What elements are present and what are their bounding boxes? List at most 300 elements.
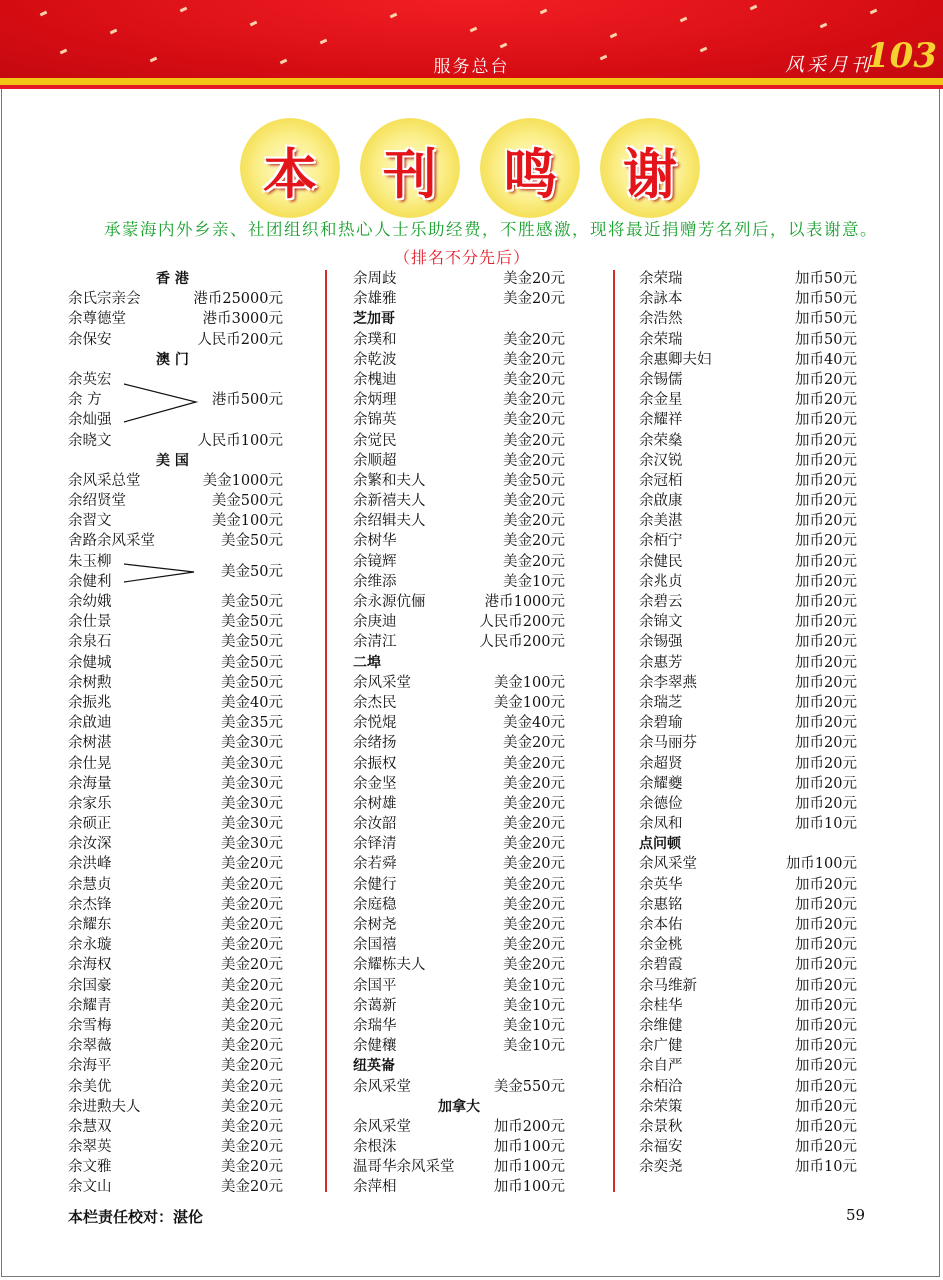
- donor-row: [68, 330, 283, 350]
- donation-amount: 加币20元: [795, 1017, 857, 1034]
- donor-name: 余保安: [68, 331, 112, 348]
- donor-row: [639, 673, 857, 693]
- donation-amount: 美金30元: [221, 735, 283, 752]
- donor-name: 余奕尧: [639, 1159, 683, 1176]
- header-stripe-red: [0, 85, 943, 89]
- donor-row: [353, 1077, 565, 1097]
- donation-amount: 美金20元: [503, 392, 565, 409]
- donation-amount: 加币20元: [795, 715, 857, 732]
- donor-row: [353, 935, 565, 955]
- donor-row: [353, 895, 565, 915]
- donor-name: 余 方: [68, 392, 102, 409]
- donor-name: 余幼娥: [68, 594, 112, 610]
- donation-amount: 美金100元: [493, 674, 565, 691]
- donor-name: 余永璇: [68, 937, 112, 954]
- donor-row: [68, 733, 283, 753]
- donor-name: 余景秋: [639, 1118, 683, 1135]
- donor-name: 余英宏: [68, 371, 112, 388]
- donor-name: 余汉锐: [639, 452, 683, 469]
- donation-amount: 美金20元: [503, 493, 565, 510]
- donor-row: [353, 350, 565, 370]
- donation-amount: 美金20元: [503, 937, 565, 954]
- donor-row: [639, 309, 857, 329]
- donor-name: 余绪扬: [353, 735, 397, 752]
- region-name: 纽英崙: [353, 1058, 395, 1075]
- donor-row: [68, 431, 283, 451]
- donor-row: [353, 794, 565, 814]
- donor-row: [639, 390, 857, 410]
- donor-name: 余清江: [353, 634, 397, 651]
- donation-amount: 加币20元: [795, 654, 857, 671]
- donor-name: 余树华: [353, 533, 397, 550]
- donation-amount: 加币20元: [795, 1139, 857, 1156]
- donor-row: [639, 996, 857, 1016]
- donor-name: 余国平: [353, 977, 397, 994]
- donor-name: 余杰民: [353, 694, 397, 711]
- donor-row: [353, 976, 565, 996]
- donor-row: [639, 976, 857, 996]
- group-bracket: [124, 380, 204, 428]
- title-char: 鸣: [480, 118, 580, 218]
- donor-name: 余碧瑜: [639, 715, 683, 732]
- donor-row: [353, 1177, 565, 1197]
- donation-amount: 加币20元: [795, 594, 857, 610]
- donor-name: 余马维新: [639, 977, 697, 994]
- donor-row: [639, 511, 857, 531]
- donor-name: 余耀东: [68, 917, 112, 933]
- donor-row: [639, 370, 857, 390]
- donor-row: [639, 854, 857, 874]
- donation-amount: 美金20元: [503, 957, 565, 974]
- donation-amount: 加币20元: [795, 876, 857, 893]
- donor-name: 余栢宁: [639, 533, 683, 550]
- donation-amount: 加币10元: [795, 1159, 857, 1176]
- donor-row: [68, 1117, 283, 1137]
- donor-row: [639, 431, 857, 451]
- sparkle-decoration: [820, 23, 828, 29]
- donor-row: [639, 632, 857, 652]
- donation-amount: 加币20元: [795, 795, 857, 812]
- donation-amount: 加币20元: [795, 1098, 857, 1115]
- donor-name: 余李翠燕: [639, 674, 697, 691]
- sparkle-decoration: [320, 39, 328, 45]
- donor-row: [353, 592, 565, 612]
- page-title: [240, 118, 710, 218]
- donor-row: [639, 491, 857, 511]
- donation-amount: 美金20元: [503, 896, 565, 913]
- donor-name: 余铎清: [353, 836, 397, 853]
- ranking-note: （排名不分先后）: [394, 248, 531, 267]
- donation-amount: 加币200元: [493, 1118, 565, 1135]
- donor-row: [68, 612, 283, 632]
- region-heading: [639, 834, 857, 854]
- donor-name: 舍路余风采堂: [68, 533, 155, 550]
- donor-name: 余荣策: [639, 1098, 683, 1115]
- donor-name: 余英华: [639, 876, 683, 893]
- donor-row: [68, 834, 283, 854]
- donor-name: 余荣瑞: [639, 331, 683, 348]
- donor-row: [353, 915, 565, 935]
- donor-name: 余槐迪: [353, 371, 397, 388]
- donor-name: 余碧云: [639, 594, 683, 610]
- donor-row: [68, 1137, 283, 1157]
- donor-name: 余自严: [639, 1058, 683, 1075]
- donation-amount: 加币20元: [795, 634, 857, 651]
- donor-name: 余瑞华: [353, 1017, 397, 1034]
- donation-amount: 美金10元: [503, 1038, 565, 1055]
- donor-name: 余马丽芬: [639, 735, 697, 752]
- donor-row: [353, 410, 565, 430]
- donor-row: [639, 1036, 857, 1056]
- donation-amount: 人民币200元: [197, 331, 283, 348]
- donation-amount: 美金100元: [211, 513, 283, 530]
- donor-name: 余耀夔: [639, 775, 683, 792]
- donation-amount: 美金20元: [221, 937, 283, 954]
- donor-row: [639, 612, 857, 632]
- proofreader-credit: 本栏责任校对：湛伦: [68, 1208, 204, 1226]
- donor-name: 余锡儒: [639, 371, 683, 388]
- donation-amount: 美金50元: [221, 563, 283, 580]
- donor-row: [68, 1016, 283, 1036]
- donor-row: [68, 935, 283, 955]
- donor-name: 余振权: [353, 755, 397, 772]
- donor-row: [639, 955, 857, 975]
- donation-amount: 加币20元: [795, 573, 857, 590]
- donor-name: 余炳理: [353, 392, 397, 409]
- donation-amount: 加币20元: [795, 694, 857, 711]
- donation-amount: 美金500元: [211, 493, 283, 510]
- donor-row: [353, 572, 565, 592]
- donor-name: 余金坚: [353, 775, 397, 792]
- donor-name: 余翠英: [68, 1139, 112, 1156]
- region-name: 香 港: [156, 271, 189, 287]
- donor-name: 余德俭: [639, 795, 683, 812]
- donor-name: 余顺超: [353, 452, 397, 469]
- donation-amount: 港币3000元: [202, 311, 283, 328]
- donor-name: 余兆贞: [639, 573, 683, 590]
- donor-name: 余风采堂: [353, 1118, 411, 1135]
- donation-amount: 加币20元: [795, 1078, 857, 1095]
- donor-row: [639, 915, 857, 935]
- donor-name: 余国禧: [353, 937, 397, 954]
- donor-row: [353, 834, 565, 854]
- donor-row: [639, 451, 857, 471]
- donor-name: 余福安: [639, 1139, 683, 1156]
- donor-row: [639, 410, 857, 430]
- donor-row: [639, 471, 857, 491]
- sparkle-decoration: [540, 9, 548, 15]
- donor-name: 余慧双: [68, 1118, 112, 1135]
- donation-amount: 美金20元: [503, 412, 565, 429]
- donation-amount: 美金20元: [221, 917, 283, 933]
- donation-amount: 加币20元: [795, 452, 857, 469]
- donor-name: 余詠本: [639, 291, 683, 308]
- donor-name: 余硕正: [68, 816, 112, 833]
- donor-name: 余洪峰: [68, 856, 112, 873]
- donation-amount: 加币50元: [795, 291, 857, 308]
- sparkle-decoration: [500, 43, 508, 49]
- donor-row: [353, 854, 565, 874]
- donation-amount: 美金20元: [221, 1159, 283, 1176]
- donor-name: 余健民: [639, 553, 683, 570]
- donation-amount: 美金40元: [221, 694, 283, 711]
- donor-row: [68, 1056, 283, 1076]
- donor-row: [353, 511, 565, 531]
- donor-row: [68, 673, 283, 693]
- donor-name: 余健行: [353, 876, 397, 893]
- donation-amount: 港币1000元: [484, 594, 565, 610]
- donation-amount: 美金50元: [503, 472, 565, 489]
- donation-amount: 美金20元: [221, 1179, 283, 1196]
- donation-amount: 加币100元: [493, 1139, 565, 1156]
- donation-amount: 美金20元: [221, 1139, 283, 1156]
- sparkle-decoration: [40, 11, 48, 17]
- donor-row: [68, 854, 283, 874]
- donation-amount: 美金50元: [221, 634, 283, 651]
- sparkle-decoration: [680, 17, 688, 23]
- donor-row: [353, 370, 565, 390]
- donor-row: [68, 774, 283, 794]
- donor-row: [68, 996, 283, 1016]
- donor-name: 余美湛: [639, 513, 683, 530]
- group-bracket: [124, 562, 204, 586]
- donor-row: [639, 572, 857, 592]
- donor-name: 余惠芳: [639, 654, 683, 671]
- donation-amount: 港币25000元: [193, 291, 283, 308]
- donor-name: 余树勲: [68, 674, 112, 691]
- donation-amount: 加币20元: [795, 755, 857, 772]
- donor-name: 余仕晃: [68, 755, 112, 772]
- donor-name: 余进勲夫人: [68, 1098, 141, 1115]
- donor-row: [353, 269, 565, 289]
- donor-row: [353, 713, 565, 733]
- donation-amount: 美金20元: [221, 1038, 283, 1055]
- donation-amount: 美金20元: [503, 876, 565, 893]
- donor-name: 余金星: [639, 392, 683, 409]
- donor-name: 余家乐: [68, 795, 112, 812]
- donor-row: [639, 1117, 857, 1137]
- donor-row: [353, 814, 565, 834]
- donor-name: 余耀栋夫人: [353, 957, 426, 974]
- donor-name: 余周歧: [353, 271, 397, 287]
- donor-name: 余绍贤堂: [68, 493, 126, 510]
- donor-row: [639, 289, 857, 309]
- region-heading: [68, 269, 283, 289]
- title-char: 刊: [360, 118, 460, 218]
- sparkle-decoration: [750, 5, 758, 11]
- donation-amount: 美金20元: [503, 271, 565, 287]
- donor-name: 余锡强: [639, 634, 683, 651]
- donor-row: [639, 1157, 857, 1177]
- donor-row: [639, 1097, 857, 1117]
- donor-name: 余雪梅: [68, 1017, 112, 1034]
- donor-name: 余仕景: [68, 614, 112, 631]
- donation-amount: 美金20元: [221, 957, 283, 974]
- donor-name: 余风采堂: [353, 1078, 411, 1095]
- donor-name: 余荣瑞: [639, 271, 683, 287]
- sparkle-decoration: [250, 21, 258, 27]
- donor-row: [68, 693, 283, 713]
- sparkle-decoration: [180, 7, 188, 13]
- region-heading: [68, 451, 283, 471]
- donor-column-2: [353, 269, 565, 1198]
- donor-name: 余庚迪: [353, 614, 397, 631]
- sparkle-decoration: [870, 9, 878, 15]
- donor-row: [639, 330, 857, 350]
- donation-amount: 加币100元: [493, 1179, 565, 1196]
- column-divider: [613, 270, 615, 1192]
- donor-name: 余新禧夫人: [353, 493, 426, 510]
- donor-row: [68, 814, 283, 834]
- donor-name: 余锦文: [639, 614, 683, 631]
- donor-row: [353, 531, 565, 551]
- donor-name: 余氏宗亲会: [68, 291, 141, 308]
- section-title: 服务总台: [433, 57, 510, 77]
- header-stripe-yellow: [0, 78, 943, 85]
- donor-name: 余海平: [68, 1058, 112, 1075]
- donation-amount: 加币20元: [795, 432, 857, 449]
- donor-row: [639, 653, 857, 673]
- donor-row: [639, 875, 857, 895]
- donor-row: [639, 552, 857, 572]
- donation-amount: 美金20元: [221, 896, 283, 913]
- donation-amount: 美金20元: [503, 331, 565, 348]
- donation-amount: 美金20元: [503, 553, 565, 570]
- donor-row: [68, 713, 283, 733]
- donation-amount: 加币20元: [795, 1118, 857, 1135]
- donor-row: [639, 269, 857, 289]
- donation-amount: 加币20元: [795, 997, 857, 1014]
- donation-amount: 加币20元: [795, 896, 857, 913]
- donor-row: [353, 431, 565, 451]
- donor-name: 余啟迪: [68, 715, 112, 732]
- donor-row: [639, 794, 857, 814]
- donation-amount: 加币50元: [795, 331, 857, 348]
- donor-row: [639, 592, 857, 612]
- donation-amount: 美金20元: [503, 432, 565, 449]
- region-heading: [353, 309, 565, 329]
- donor-name: 余海权: [68, 957, 112, 974]
- donation-amount: 加币50元: [795, 271, 857, 287]
- donation-amount: 加币20元: [795, 735, 857, 752]
- donor-row: [68, 794, 283, 814]
- donation-amount: 加币20元: [795, 553, 857, 570]
- donor-name: 余超贤: [639, 755, 683, 772]
- donation-amount: 加币20元: [795, 917, 857, 933]
- donation-amount: 加币50元: [795, 311, 857, 328]
- donation-amount: 人民币200元: [479, 614, 565, 631]
- donation-amount: 加币20元: [795, 412, 857, 429]
- donation-amount: 美金20元: [503, 533, 565, 550]
- donor-name: 余金桃: [639, 937, 683, 954]
- donation-amount: 港币500元: [211, 392, 283, 409]
- donation-amount: 人民币200元: [479, 634, 565, 651]
- donor-name: 余習文: [68, 513, 112, 530]
- donation-amount: 美金20元: [503, 816, 565, 833]
- donation-amount: 美金40元: [503, 715, 565, 732]
- donor-row: [353, 330, 565, 350]
- donor-row: [639, 814, 857, 834]
- donor-name: 余维添: [353, 573, 397, 590]
- donor-name: 余美优: [68, 1078, 112, 1095]
- donation-amount: 加币20元: [795, 1058, 857, 1075]
- donor-row: [68, 915, 283, 935]
- donor-row: [68, 875, 283, 895]
- donor-row: [68, 1177, 283, 1197]
- donor-row: [353, 754, 565, 774]
- donor-row: [353, 552, 565, 572]
- donation-amount: 加币20元: [795, 1038, 857, 1055]
- donor-name: 余碧霞: [639, 957, 683, 974]
- donor-row: [68, 895, 283, 915]
- donor-row: [353, 996, 565, 1016]
- magazine-name: 风采月刊: [784, 54, 873, 76]
- column-divider: [325, 270, 327, 1192]
- donor-name: 余绍辑夫人: [353, 513, 426, 530]
- donor-name: 余瑞芝: [639, 694, 683, 711]
- title-char: 谢: [600, 118, 700, 218]
- donor-name: 余汝深: [68, 836, 112, 853]
- donation-amount: 美金20元: [221, 997, 283, 1014]
- donation-amount: 美金50元: [221, 594, 283, 610]
- donation-amount: 美金10元: [503, 573, 565, 590]
- donor-column-3: [639, 269, 857, 1177]
- donor-name: 余耀青: [68, 997, 112, 1014]
- donor-name: 余文雅: [68, 1159, 112, 1176]
- donor-name: 余觉民: [353, 432, 397, 449]
- donation-amount: 美金50元: [221, 674, 283, 691]
- donor-row: [353, 1016, 565, 1036]
- donor-name: 余啟康: [639, 493, 683, 510]
- donor-row: [639, 1137, 857, 1157]
- donor-row: [353, 875, 565, 895]
- region-heading: [353, 1056, 565, 1076]
- donor-name: 余萍相: [353, 1179, 397, 1196]
- donor-row: [353, 733, 565, 753]
- region-name: 加拿大: [438, 1098, 480, 1115]
- donor-name: 余翠薇: [68, 1038, 112, 1055]
- donor-name: 余雄雅: [353, 291, 397, 308]
- donor-name: 余广健: [639, 1038, 683, 1055]
- region-heading: [68, 350, 283, 370]
- donor-row: [353, 1157, 565, 1177]
- donation-amount: 美金50元: [221, 654, 283, 671]
- donor-row: [68, 289, 283, 309]
- magazine-issue: 103: [866, 36, 937, 76]
- donation-amount: 加币20元: [795, 674, 857, 691]
- donor-row: [353, 1036, 565, 1056]
- donation-amount: 美金50元: [221, 614, 283, 631]
- donor-name: 余浩然: [639, 311, 683, 328]
- donor-row: [639, 1016, 857, 1036]
- donation-amount: 美金20元: [503, 917, 565, 933]
- donation-amount: 美金30元: [221, 816, 283, 833]
- donor-name: 余海量: [68, 775, 112, 792]
- donation-amount: 美金550元: [493, 1078, 565, 1095]
- donor-row: [353, 612, 565, 632]
- donor-row: [353, 390, 565, 410]
- donation-amount: 美金30元: [221, 775, 283, 792]
- donor-row: [68, 491, 283, 511]
- donor-name: 余根洙: [353, 1139, 397, 1156]
- region-name: 澳 门: [156, 351, 189, 368]
- donor-row: [639, 733, 857, 753]
- donor-name: 温哥华余风采堂: [353, 1159, 455, 1176]
- donor-name: 余树雄: [353, 795, 397, 812]
- donation-amount: 美金20元: [503, 775, 565, 792]
- region-heading: [353, 653, 565, 673]
- donor-name: 余永源伉俪: [353, 594, 426, 610]
